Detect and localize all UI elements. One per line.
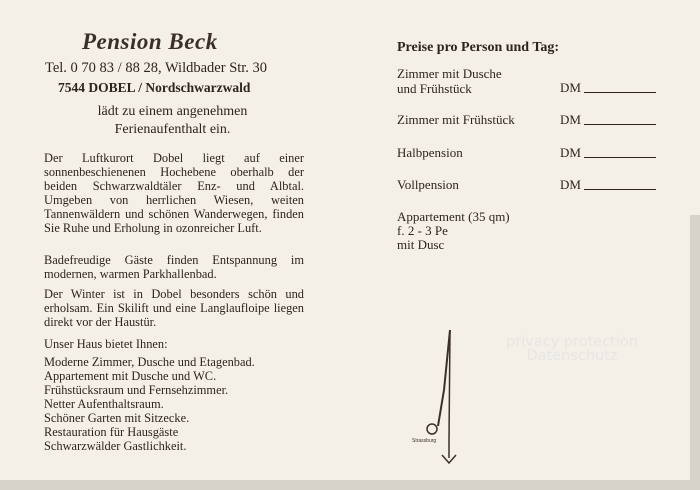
price-row-label xyxy=(397,177,459,192)
scan-edge-right xyxy=(690,215,700,490)
blank-region xyxy=(450,224,550,254)
map-label: Strassburg xyxy=(412,438,437,444)
offer-item: Frühstücksraum und Fernsehzimmer. xyxy=(44,383,229,397)
prices-title: Preise pro Person und Tag: xyxy=(397,40,560,55)
watermark-line-2: Datenschutz xyxy=(526,348,618,364)
description-paragraph-1: Der Luftkurort Dobel liegt auf einer sonnenbeschienenen Hochebene oberhalb der beiden Schwarzwaldtäler Enz- und Albtal. Umgeben von herrlichen Wiesen, weiten Tannenwäldern und schönen Wanderwegen, finden Sie Ruhe und Erholung in ozonreicher Luft. xyxy=(44,151,304,235)
description-paragraph-2: Badefreudige Gäste finden Entspannung im modernen, warmen Parkhallenbad. xyxy=(44,253,304,281)
price-field xyxy=(560,80,656,96)
map-sketch xyxy=(410,330,470,470)
invitation-line-1: lädt zu einem angenehmen xyxy=(97,104,248,119)
town-marker-icon xyxy=(427,424,437,434)
appartement-line-1: Appartement (35 qm) xyxy=(397,210,510,224)
price-row-label xyxy=(397,145,463,160)
offer-item: Moderne Zimmer, Dusche und Etagenbad. xyxy=(44,355,255,369)
price-row-label-line-1: Zimmer mit Frühstück xyxy=(397,112,515,127)
price-row-label-line-1: Zimmer mit Dusche xyxy=(397,66,502,81)
appartement-line-3: mit Dusc xyxy=(397,237,445,252)
price-field xyxy=(560,145,656,161)
price-field xyxy=(560,177,656,193)
watermark-line-1: privacy protection xyxy=(506,334,638,350)
price-blank-line xyxy=(584,157,656,158)
appartement-line-2: f. 2 - 3 Pe xyxy=(397,223,448,238)
invitation-text xyxy=(40,103,305,139)
price-row-label xyxy=(397,66,502,96)
offer-list xyxy=(44,355,255,453)
price-blank-line xyxy=(584,92,656,93)
offer-item: Appartement mit Dusche und WC. xyxy=(44,369,217,383)
road-line xyxy=(438,330,450,426)
currency-label: DM xyxy=(560,145,581,160)
price-row-label-line-1: Halbpension xyxy=(397,145,463,160)
road-line xyxy=(449,330,450,440)
price-field xyxy=(560,112,656,128)
pension-title: Pension Beck xyxy=(82,29,218,54)
price-blank-line xyxy=(584,189,656,190)
currency-label: DM xyxy=(560,80,581,95)
currency-label: DM xyxy=(560,177,581,192)
offer-item: Netter Aufenthaltsraum. xyxy=(44,397,164,411)
privacy-watermark xyxy=(492,335,652,363)
invitation-line-2: Ferienaufenthalt ein. xyxy=(114,122,231,137)
price-blank-line xyxy=(584,124,656,125)
scan-edge-bottom xyxy=(0,480,700,490)
description-paragraph-3: Der Winter ist in Dobel besonders schön und erholsam. Ein Skilift und eine Langlaufloipe liegen direkt vor der Haustür. xyxy=(44,287,304,329)
currency-label: DM xyxy=(560,112,581,127)
price-row-label-line-2: und Frühstück xyxy=(397,81,472,96)
offer-item: Restauration für Hausgäste xyxy=(44,425,179,439)
price-row-label xyxy=(397,112,515,127)
price-row-label-line-1: Vollpension xyxy=(397,177,459,192)
offer-item: Schöner Garten mit Sitzecke. xyxy=(44,411,190,425)
offer-item: Schwarzwälder Gastlichkeit. xyxy=(44,439,187,453)
city-line: 7544 DOBEL / Nordschwarzwald xyxy=(58,80,251,95)
phone-address-line: Tel. 0 70 83 / 88 28, Wildbader Str. 30 xyxy=(45,60,268,76)
offer-heading: Unser Haus bietet Ihnen: xyxy=(44,337,168,351)
